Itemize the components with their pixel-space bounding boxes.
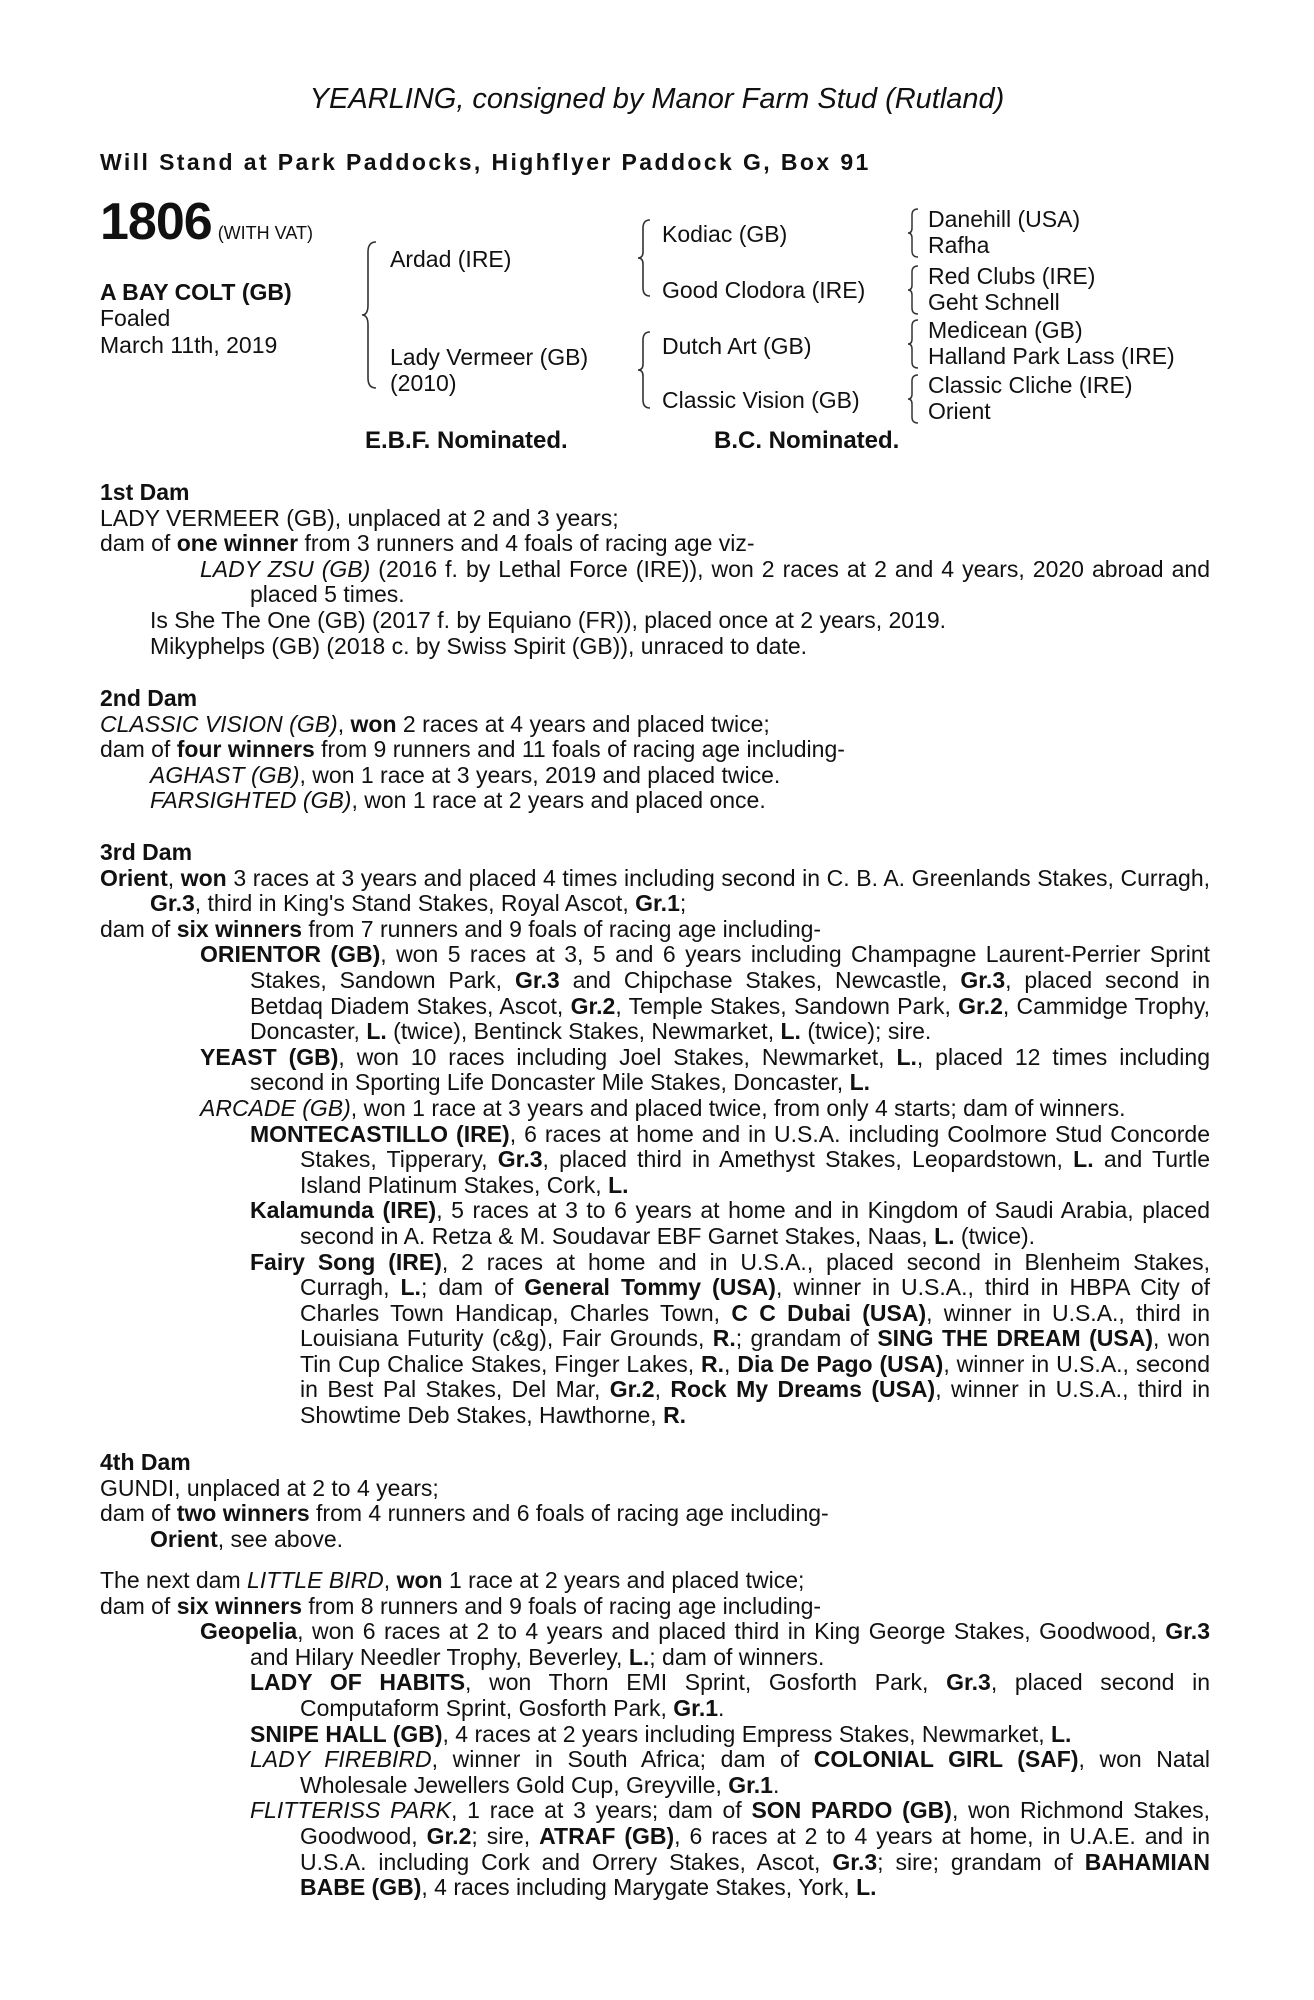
grand-offspring-montecastillo: MONTECASTILLO (IRE), 6 races at home and in U.S.A. including Coolmore Stud Concorde Stakes, Tipperary, Gr.3, placed third in Amethyst Stakes, Leopardstown, L. and Turtle Island Platinum Stakes, Cork, L. — [250, 1120, 1211, 1198]
pedigree-brace-main — [362, 240, 380, 390]
offspring-yeast: YEAST (GB), won 10 races including Joel Stakes, Newmarket, L., placed 12 times including second in Sporting Life Doncaster Mile Stakes, Doncaster, L. — [200, 1043, 1210, 1096]
lot-number-block — [100, 193, 313, 251]
grand-offspring-lady-of-habits: LADY OF HABITS, won Thorn EMI Sprint, Gosforth Park, Gr.3, placed second in Computaform Sprint, Gosforth Park, Gr.1. — [250, 1669, 1211, 1721]
g3-orient: Orient — [928, 398, 991, 424]
grand-offspring-fairy-song: Fairy Song (IRE), 2 races at home and in U.S.A., placed second in Blenheim Stakes, Curragh, L.; dam of General Tommy (USA), winner in U.S.A., third in HBPA City of Charles Town Handicap, Charles Town, C C Dubai (USA), winner in U.S.A., third in Louisiana Futurity (c&g), Fair Grounds, R.; grandam of SING THE DREAM (USA), won Tin Cup Chalice Stakes, Finger Lakes, R., Dia De Pago (USA), winner in U.S.A., second in Best Pal Stakes, Del Mar, Gr.2, Rock My Dreams (USA), winner in U.S.A., third in Showtime Deb Stakes, Hawthorne, R. — [250, 1248, 1211, 1429]
sire-dam: Good Clodora (IRE) — [662, 277, 866, 303]
grand-offspring-kalamunda: Kalamunda (IRE), 5 races at 3 to 6 years at home and in Kingdom of Saudi Arabia, placed second in A. Retza & M. Soudavar EBF Garnet Stakes, Naas, L. (twice). — [250, 1197, 1210, 1249]
grand-offspring-snipe-hall: SNIPE HALL (GB), 4 races at 2 years including Empress Stakes, Newmarket, L. — [250, 1720, 1072, 1747]
offspring-is-she-the-one: Is She The One (GB) (2017 f. by Equiano (FR)), placed once at 2 years, 2019. — [150, 606, 947, 633]
vat-label: (WITH VAT) — [217, 223, 313, 243]
dam-dam: Classic Vision (GB) — [662, 387, 860, 413]
bc-nominated: B.C. Nominated. — [714, 427, 900, 454]
g3-classic-cliche: Classic Cliche (IRE) — [928, 372, 1133, 398]
g3-geht-schnell: Geht Schnell — [928, 289, 1060, 315]
location-line: Will Stand at Park Paddocks, Highflyer Paddock G, Box 91 — [100, 149, 871, 175]
offspring-arcade: ARCADE (GB), won 1 race at 3 years and placed twice, from only 4 starts; dam of winners. — [200, 1094, 1126, 1121]
g3-halland-park-lass: Halland Park Lass (IRE) — [928, 343, 1175, 369]
next-dam-produce-summary: dam of six winners from 8 runners and 9 foals of racing age including- — [100, 1592, 822, 1619]
second-dam-record: CLASSIC VISION (GB), won 2 races at 4 years and placed twice; — [100, 710, 770, 737]
pedigree-brace-sire — [638, 218, 654, 298]
offspring-farsighted: FARSIGHTED (GB), won 1 race at 2 years and placed once. — [150, 787, 766, 814]
grand-offspring-flitteriss-park: FLITTERISS PARK, 1 race at 3 years; dam of SON PARDO (GB), won Richmond Stakes, Goodwood, Gr.2; sire, ATRAF (GB), 6 races at 2 to 4 years at home, in U.A.E. and in U.S.A. including Cork and Orrery Stakes, Ascot, Gr.3; sire; grandam of BAHAMIAN BABE (GB), 4 races including Marygate Stakes, York, L. — [250, 1797, 1211, 1901]
pedigree-brace-g3 — [908, 318, 922, 370]
ebf-nominated: E.B.F. Nominated. — [365, 427, 568, 454]
first-dam-heading: 1st Dam — [100, 479, 190, 505]
second-dam-produce-summary: dam of four winners from 9 runners and 11 foals of racing age including- — [100, 736, 845, 763]
pedigree-brace-g2 — [908, 264, 922, 316]
pedigree-brace-g4 — [908, 373, 922, 425]
offspring-aghast: AGHAST (GB), won 1 race at 3 years, 2019 and placed twice. — [150, 761, 781, 788]
pedigree-brace-dam — [638, 330, 654, 410]
lot-description: A BAY COLT (GB) — [100, 279, 292, 305]
g3-medicean: Medicean (GB) — [928, 317, 1083, 343]
foaled-label: Foaled — [100, 305, 171, 331]
fourth-dam-produce-summary: dam of two winners from 4 runners and 6 foals of racing age including- — [100, 1500, 829, 1527]
fourth-dam-section — [100, 1450, 1210, 1552]
g3-red-clubs: Red Clubs (IRE) — [928, 263, 1096, 289]
dam-year: (2010) — [390, 370, 457, 396]
foaled-date: March 11th, 2019 — [100, 332, 278, 358]
first-dam-produce-summary: dam of one winner from 3 runners and 4 foals of racing age viz- — [100, 530, 755, 557]
offspring-lady-zsu: LADY ZSU (GB) (2016 f. by Lethal Force (IRE)), won 2 races at 2 and 4 years, 2020 abroad and placed 5 times. — [200, 555, 1210, 608]
offspring-orient: Orient, see above. — [150, 1525, 344, 1552]
g3-rafha: Rafha — [928, 232, 990, 258]
third-dam-record: Orient, won 3 races at 3 years and placed 4 times including second in C. B. A. Greenlands Stakes, Curragh, Gr.3, third in King's Stand Stakes, Royal Ascot, Gr.1; — [100, 864, 1210, 917]
dam: Lady Vermeer (GB) — [390, 344, 589, 370]
first-dam-record: LADY VERMEER (GB), unplaced at 2 and 3 years; — [100, 504, 619, 531]
third-dam-heading: 3rd Dam — [100, 839, 193, 865]
third-dam-produce-summary: dam of six winners from 7 runners and 9 foals of racing age including- — [100, 915, 822, 942]
first-dam-section — [100, 480, 1210, 659]
offspring-mikyphelps: Mikyphelps (GB) (2018 c. by Swiss Spirit (GB)), unraced to date. — [150, 632, 808, 659]
offspring-orientor: ORIENTOR (GB), won 5 races at 3, 5 and 6 years including Champagne Laurent-Perrier Sprint Stakes, Sandown Park, Gr.3 and Chipchase Stakes, Newcastle, Gr.3, placed second in Betdaq Diadem Stakes, Ascot, Gr.2, Temple Stakes, Sandown Park, Gr.2, Cammidge Trophy, Doncaster, L. (twice), Bentinck Stakes, Newmarket, L. (twice); sire. — [200, 941, 1211, 1045]
pedigree-brace-g1 — [908, 207, 922, 259]
offspring-geopelia: Geopelia, won 6 races at 2 to 4 years and placed third in King George Stakes, Goodwood, Gr.3 and Hilary Needler Trophy, Beverley, L.; dam of winners. — [200, 1618, 1210, 1670]
grand-offspring-lady-firebird: LADY FIREBIRD, winner in South Africa; dam of COLONIAL GIRL (SAF), won Natal Wholesale Jewellers Gold Cup, Greyville, Gr.1. — [250, 1746, 1211, 1798]
third-dam-section — [100, 840, 1210, 1429]
sire: Ardad (IRE) — [390, 246, 512, 272]
second-dam-heading: 2nd Dam — [100, 685, 198, 711]
dam-sire: Dutch Art (GB) — [662, 333, 812, 359]
fourth-dam-record: GUNDI, unplaced at 2 to 4 years; — [100, 1474, 439, 1501]
next-dam-section — [100, 1568, 1210, 1901]
next-dam-record: The next dam LITTLE BIRD, won 1 race at 2 years and placed twice; — [100, 1567, 805, 1593]
g3-danehill: Danehill (USA) — [928, 206, 1081, 232]
foaled-block — [100, 305, 340, 359]
consignment-line: YEARLING, consigned by Manor Farm Stud (Rutland) — [309, 83, 1005, 115]
fourth-dam-heading: 4th Dam — [100, 1449, 191, 1475]
sire-sire: Kodiac (GB) — [662, 221, 788, 247]
lot-number: 1806 — [100, 193, 212, 251]
second-dam-section — [100, 686, 1210, 814]
